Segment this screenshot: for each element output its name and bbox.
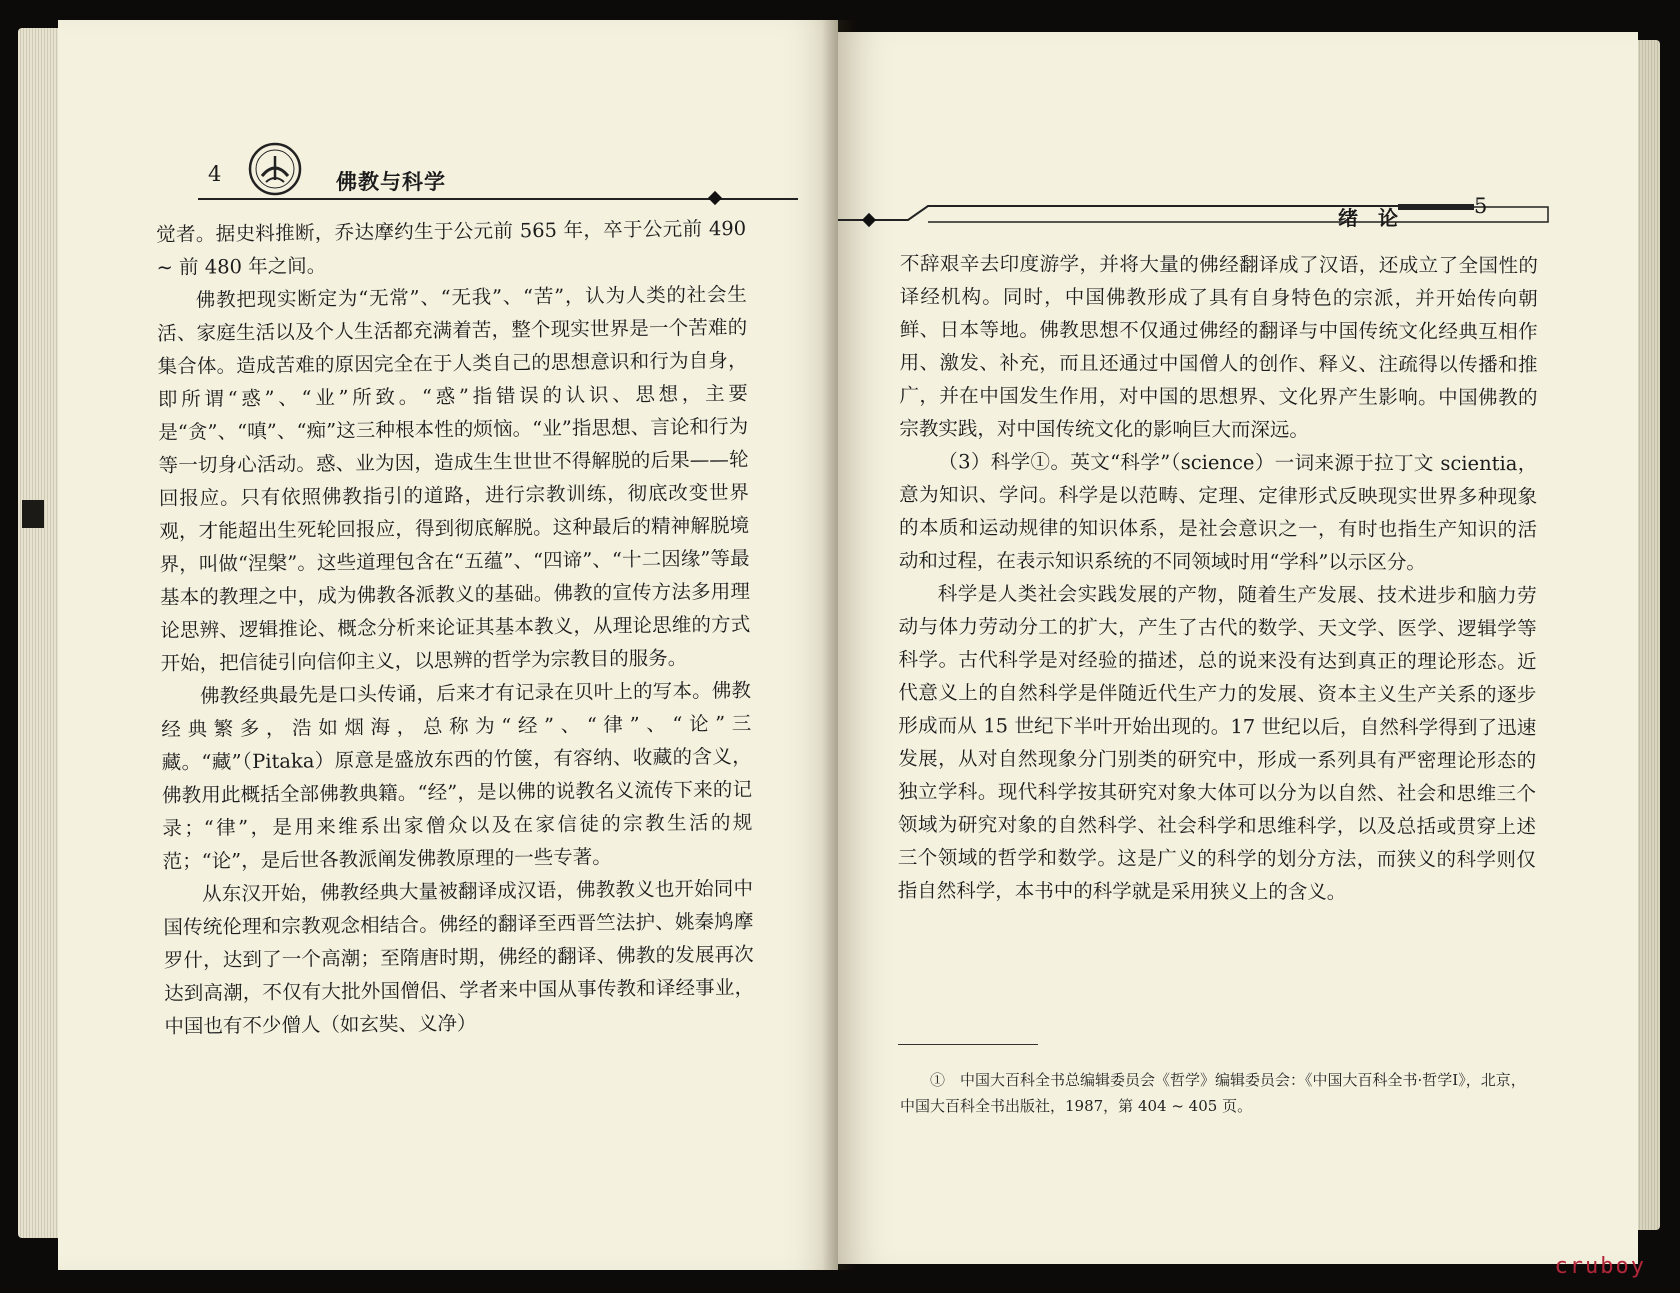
left-paragraph-1: 觉者。据史料推断，乔达摩约生于公元前 565 年，卒于公元前 490 ~ 前 480 年之间。 (156, 216, 747, 279)
right-running-title: 绪 论 (1338, 206, 1398, 230)
left-paragraph-2: 佛教把现实断定为“无常”、“无我”、“苦”，认为人类的社会生活、家庭生活以及个人生活都充满着苦，整个现实世界是一个苦难的集合体。造成苦难的原因完全在于人类自己的思想意识和行为自身，即所谓“惑”、“业”所致。“惑”指错误的认识、思想，主要是“贪”、“嗔”、“痴”这三种根本性的烦恼。“业”指思想、言论和行为等一切身心活动。惑、业为因，造成生生世世不得解脱的后果——轮回报应。只有依照佛教指引的道路，进行宗教训练，彻底改变世界观，才能超出生死轮回报应，得到彻底解脱。这种最后的精神解脱境界，叫做“涅槃”。这些道理包含在“五蕴”、“四谛”、“十二因缘”等最基本的教理之中，成为佛教各派教义的基础。佛教的宣传方法多用理论思辨、逻辑推论、概念分析来论证其基本教义，从理论思维的方式开始，把信徒引向信仰主义，以思辨的哲学为宗教目的服务。 (157, 282, 751, 675)
header-diamond-ornament (708, 191, 722, 205)
left-running-header (58, 140, 838, 210)
right-running-header (838, 150, 1638, 240)
right-page (838, 32, 1638, 1264)
right-paragraph-1: 不辞艰辛去印度游学，并将大量的佛经翻译成了汉语，还成立了全国性的译经机构。同时，中国佛教形成了具有自身特色的宗派，并开始传向朝鲜、日本等地。佛教思想不仅通过佛经的翻译与中国传统文化经典互相作用、激发、补充，而且还通过中国僧人的创作、释义、注疏得以传播和推广，并在中国发生作用，对中国的思想界、文化界产生影响。中国佛教的宗教实践，对中国传统文化的影响巨大而深远。 (899, 251, 1538, 442)
right-paragraph-2: （3）科学①。英文“科学”（science）一词来源于拉丁文 scientia，意为知识、学问。科学是以范畴、定理、定律形式反映现实世界多种现象的本质和运动规律的知识体系，是社会意识之一，有时也指生产知识的活动和过程，在表示知识系统的不同领域时用“学科”以示区分。 (898, 450, 1538, 574)
right-paragraph-3: 科学是人类社会实践发展的产物，随着生产发展、技术进步和脑力劳动与体力劳动分工的扩大，产生了古代的数学、天文学、医学、逻辑学等科学。古代科学是对经验的描述，总的说来没有达到真正的理论形态。近代意义上的自然科学是伴随近代生产力的发展、资本主义生产关系的逐步形成而从 15 世纪下半叶开始出现的。17 世纪以后，自然科学得到了迅速发展，从对自然现象分门别类的研究中，形成一系列具有严密理论形态的独立学科。现代科学按其研究对象大体可以分为以自然、社会和思维三个领域为研究对象的自然科学、社会科学和思维科学，以及总括或贯穿上述三个领域的哲学和数学。这是广义的科学的划分方法，而狭义的科学则仅指自然科学，本书中的科学就是采用狭义上的含义。 (897, 582, 1537, 904)
publisher-seal-icon (248, 142, 302, 196)
left-paragraph-4: 从东汉开始，佛教经典大量被翻译成汉语，佛教教义也开始同中国传统伦理和宗教观念相结合。佛经的翻译至西晋竺法护、姚秦鸠摩罗什，达到了一个高潮；至隋唐时期，佛经的翻译、佛教的发展再次达到高潮，不仅有大批外国僧侣、学者来中国从事传教和译经事业，中国也有不少僧人（如玄奘、义净） (163, 876, 755, 1038)
left-page (58, 20, 838, 1270)
right-page-number: 5 (1474, 194, 1488, 218)
left-paragraph-3: 佛教经典最先是口头传诵，后来才有记录在贝叶上的写本。佛教经典繁多，浩如烟海，总称为“经”、“律”、“论”三藏。“藏”（Pitaka）原意是盛放东西的竹箧，有容纳、收藏的含义，佛教用此概括全部佛教典籍。“经”，是以佛的说教名义流传下来的记录；“律”，是用来维系出家僧众以及在家信徒的宗教生活的规范；“论”，是后世各教派阐发佛教原理的一些专著。 (161, 678, 753, 873)
watermark: cruboy (1554, 1254, 1646, 1279)
right-body-text (898, 247, 1538, 909)
left-running-title: 佛教与科学 (336, 170, 446, 194)
bookmark-tab (22, 500, 44, 528)
right-header-rule (838, 150, 1638, 240)
left-page-number: 4 (208, 162, 222, 186)
footnote-rule (898, 1044, 1038, 1045)
footnote: ① 中国大百科全书总编辑委员会《哲学》编辑委员会：《中国大百科全书·哲学Ⅰ》，北京，中国大百科全书出版社，1987，第 404 ~ 405 页。 (900, 1071, 1526, 1115)
left-body-text (156, 212, 755, 1043)
